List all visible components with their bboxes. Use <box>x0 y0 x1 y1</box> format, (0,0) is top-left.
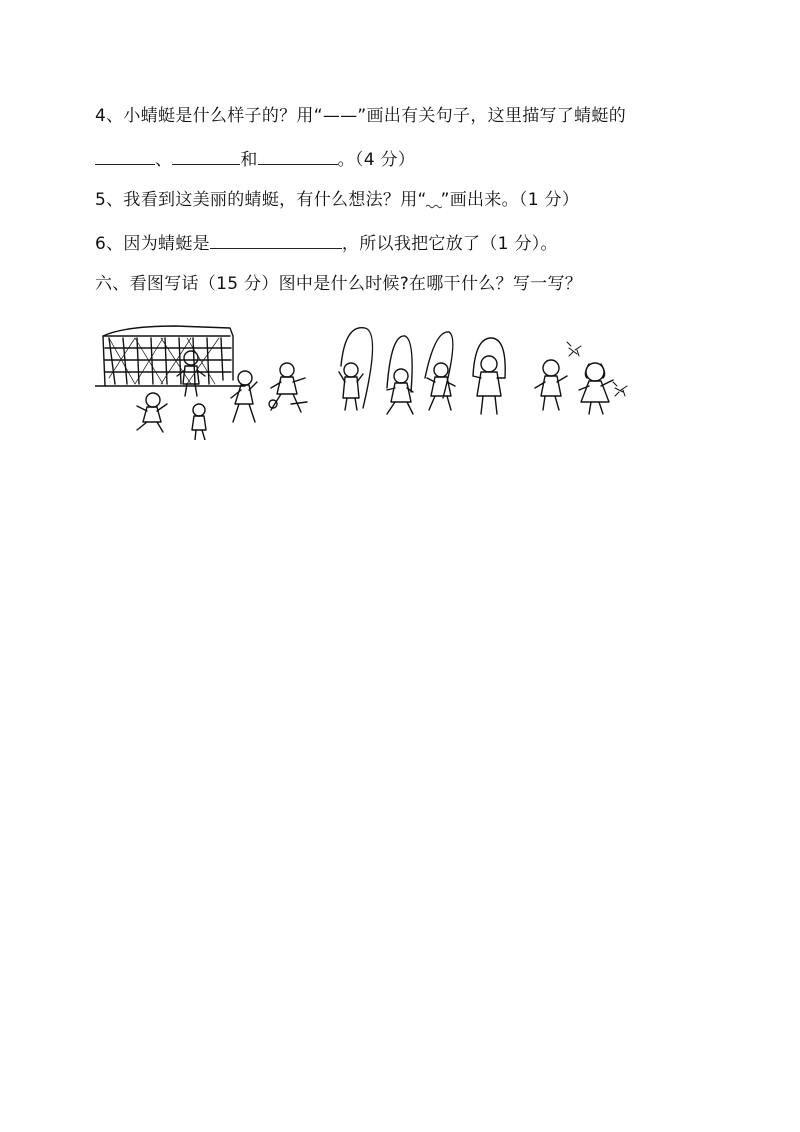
child-catching-dragonfly-icon <box>535 360 567 410</box>
dragonfly-icon <box>567 342 581 356</box>
question-6-text-before: 6、因为蜻蜓是 <box>95 234 210 254</box>
question-6-text-after: ，所以我把它放了（1 分）。 <box>341 234 558 254</box>
playground-illustration <box>95 318 635 440</box>
separator-and: 和 <box>240 150 258 170</box>
section-6-heading <box>95 272 582 296</box>
answer-blank-3[interactable] <box>258 146 338 165</box>
question-6 <box>95 230 558 256</box>
soccer-player-icon <box>137 393 167 432</box>
dragonfly-icon <box>613 382 627 396</box>
answer-blank-2[interactable] <box>172 146 240 165</box>
jump-rope-kid-icon <box>387 336 413 414</box>
question-5 <box>95 188 579 212</box>
question-5-text-after: ”画出来。（1 分） <box>440 190 580 210</box>
wavy-underline-symbol <box>427 188 441 212</box>
soccer-player-icon <box>192 404 206 440</box>
jump-rope-kid-icon <box>425 332 455 410</box>
answer-blank-1[interactable] <box>95 146 155 165</box>
jump-rope-kid-icon <box>339 328 373 410</box>
soccer-player-icon <box>231 371 257 422</box>
jump-rope-kid-icon <box>473 338 505 414</box>
answer-blank-4[interactable] <box>210 230 342 249</box>
question-4-points: 。（4 分） <box>337 150 416 170</box>
child-catching-dragonfly-icon <box>579 363 613 414</box>
section-6-heading-text: 六、看图写话（15 分）图中是什么时候?在哪干什么？写一写？ <box>95 274 583 294</box>
question-5-text-before: 5、我看到这美丽的蜻蜓，有什么想法？用“ <box>95 190 427 210</box>
question-4-line-1 <box>95 104 626 128</box>
goalkeeper-icon <box>177 351 205 396</box>
question-4-text: 4、小蜻蜓是什么样子的？用“——”画出有关句子，这里描写了蜻蜓的 <box>95 106 627 126</box>
soccer-goal-icon <box>103 326 233 386</box>
question-4-line-2 <box>95 146 415 172</box>
separator-comma: 、 <box>155 150 173 170</box>
